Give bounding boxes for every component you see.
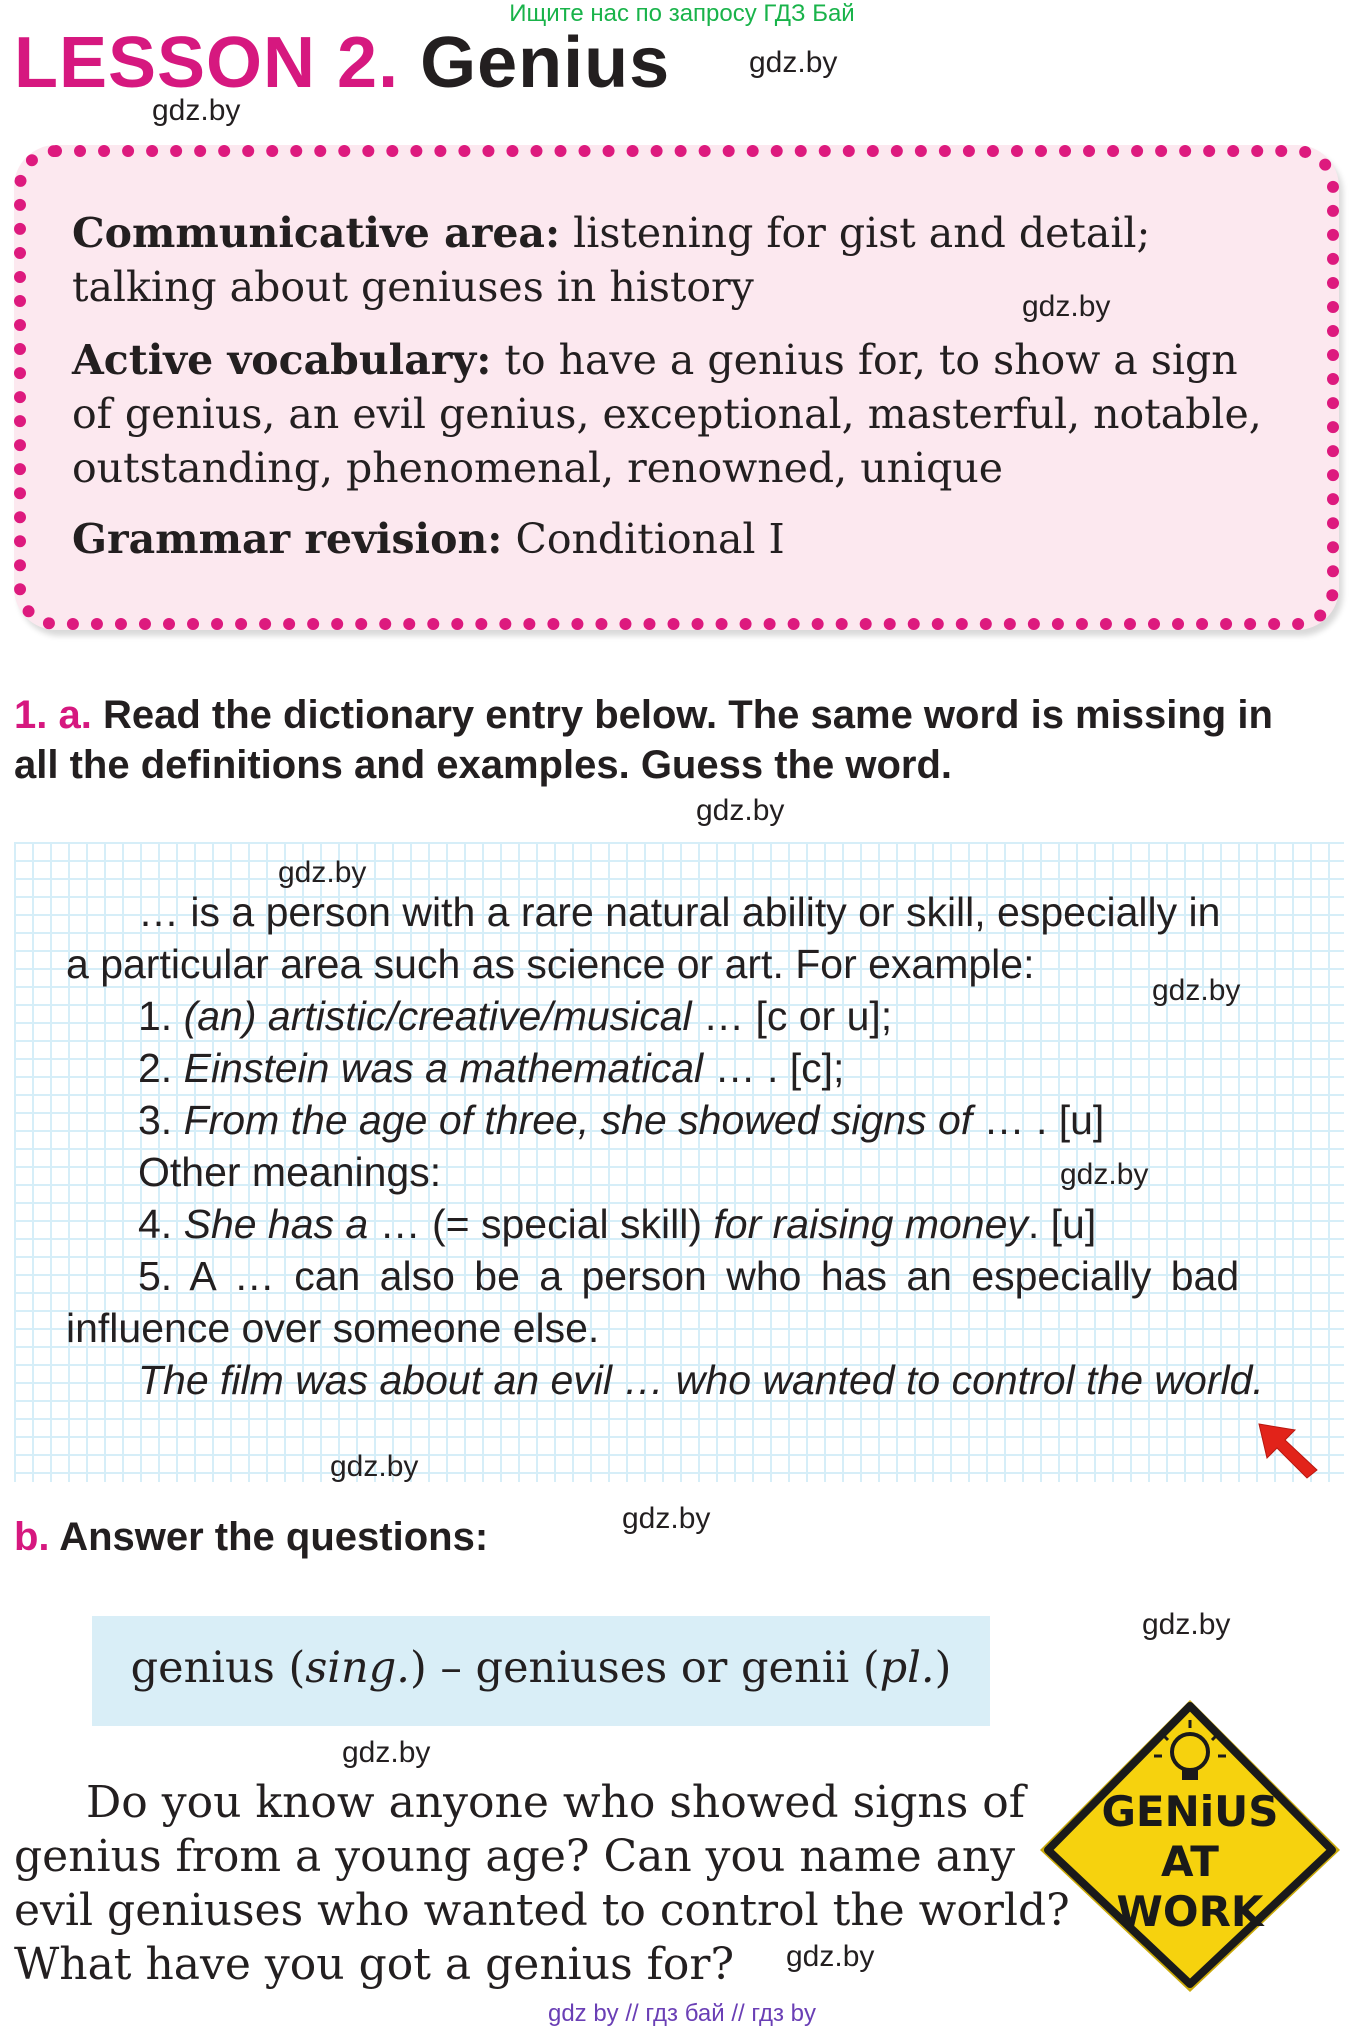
task-1a-heading: [14, 690, 1354, 790]
note-italic: sing.: [305, 1643, 410, 1693]
example-number: 2.: [138, 1045, 184, 1091]
task-number: 1.: [14, 693, 48, 737]
note-part: ): [934, 1643, 952, 1693]
communicative-label: Communicative area:: [72, 209, 561, 257]
task-1a-line2: all the definitions and examples. Guess the word.: [14, 743, 952, 787]
question-line2: genius from a young age? Can you name any: [14, 1831, 1016, 1882]
communicative-line1: listening for gist and detail;: [560, 209, 1151, 257]
vocab-line1: to have a genius for, to show a sign: [491, 336, 1238, 384]
lesson-topic: Genius: [420, 23, 671, 103]
plural-note: [92, 1643, 990, 1693]
task-1a-line1: Read the dictionary entry below. The same word is missing in: [102, 693, 1273, 737]
dict-line2: a particular area such as science or art. For example:: [66, 941, 1035, 987]
lesson-title: [14, 22, 670, 104]
example-number: 1.: [138, 993, 184, 1039]
dict-example-5-line1: 5. A … can also be a person who has an especially bad: [138, 1253, 1240, 1299]
grammar-value: Conditional I: [502, 515, 785, 563]
task-b-heading: [14, 1515, 488, 1560]
watermark: gdz.by: [342, 1736, 431, 1769]
dict-example-2: [138, 1042, 844, 1094]
watermark: gdz.by: [622, 1502, 711, 1535]
question-line1: Do you know anyone who showed signs of: [86, 1777, 1026, 1828]
example-italic: for raising money: [713, 1201, 1028, 1247]
red-arrow-icon: [1255, 1420, 1325, 1480]
example-rest: … [c or u];: [691, 993, 893, 1039]
task-b-text: Answer the questions:: [59, 1515, 489, 1559]
example-italic: From the age of three, she showed signs of: [183, 1097, 973, 1143]
example-italic: (an) artistic/creative/musical: [183, 993, 692, 1039]
task-letter: a.: [58, 693, 92, 737]
grammar-label: Grammar revision:: [72, 515, 503, 563]
watermark: gdz.by: [786, 1940, 875, 1973]
dict-example-5-line2: influence over someone else.: [66, 1305, 600, 1351]
dict-example-1: [138, 990, 892, 1042]
vocab-line3: outstanding, phenomenal, renowned, unique: [72, 444, 1004, 492]
question-line3: evil geniuses who wanted to control the world?: [14, 1885, 1070, 1936]
task-letter: b.: [14, 1515, 50, 1559]
watermark: gdz.by: [696, 794, 785, 827]
active-vocabulary: [72, 333, 1282, 495]
dict-example-4: [138, 1198, 1096, 1250]
note-part: ) – geniuses or genii (: [409, 1643, 880, 1693]
sign-line3: WORK: [1116, 1887, 1264, 1936]
note-italic: pl.: [879, 1643, 935, 1693]
dict-example-5-sentence: The film was about an evil … who wanted to control the world.: [138, 1357, 1264, 1403]
watermark: gdz.by: [1022, 290, 1111, 323]
dict-example-3: [138, 1094, 1104, 1146]
example-rest: … . [c];: [703, 1045, 845, 1091]
genius-at-work-sign: [1030, 1690, 1350, 2000]
watermark: gdz.by: [330, 1450, 419, 1483]
example-number: 3.: [138, 1097, 184, 1143]
footer-links[interactable]: gdz by // гдз бай // гдз by: [547, 2000, 817, 2027]
watermark: gdz.by: [1142, 1608, 1231, 1641]
example-rest: . [u]: [1027, 1201, 1097, 1247]
grammar-revision: [72, 512, 1282, 566]
question-line4: What have you got a genius for?: [14, 1939, 735, 1990]
watermark: gdz.by: [1060, 1158, 1149, 1191]
sign-line1: GENiUS: [1101, 1787, 1279, 1836]
vocab-label: Active vocabulary:: [72, 336, 492, 384]
dict-line1: … is a person with a rare natural ability or skill, especially in: [138, 889, 1221, 935]
watermark: gdz.by: [1152, 974, 1241, 1007]
communicative-line2: talking about geniuses in history: [72, 263, 754, 311]
vocab-line2: of genius, an evil genius, exceptional, masterful, notable,: [72, 390, 1262, 438]
note-part: genius (: [130, 1643, 306, 1693]
watermark: gdz.by: [152, 94, 241, 127]
dict-other-meanings: Other meanings:: [138, 1149, 442, 1195]
example-number: 4.: [138, 1201, 184, 1247]
example-italic: She has a: [183, 1201, 369, 1247]
example-middle: … (= special skill): [368, 1201, 714, 1247]
lesson-number: LESSON 2.: [14, 23, 400, 103]
plural-note-box: [92, 1616, 990, 1726]
sign-line2: AT: [1161, 1837, 1219, 1886]
watermark: gdz.by: [749, 46, 838, 79]
example-rest: … . [u]: [972, 1097, 1105, 1143]
watermark: gdz.by: [278, 856, 367, 889]
top-banner[interactable]: Ищите нас по запросу ГДЗ Бай: [509, 0, 855, 27]
example-italic: Einstein was a mathematical: [183, 1045, 704, 1091]
